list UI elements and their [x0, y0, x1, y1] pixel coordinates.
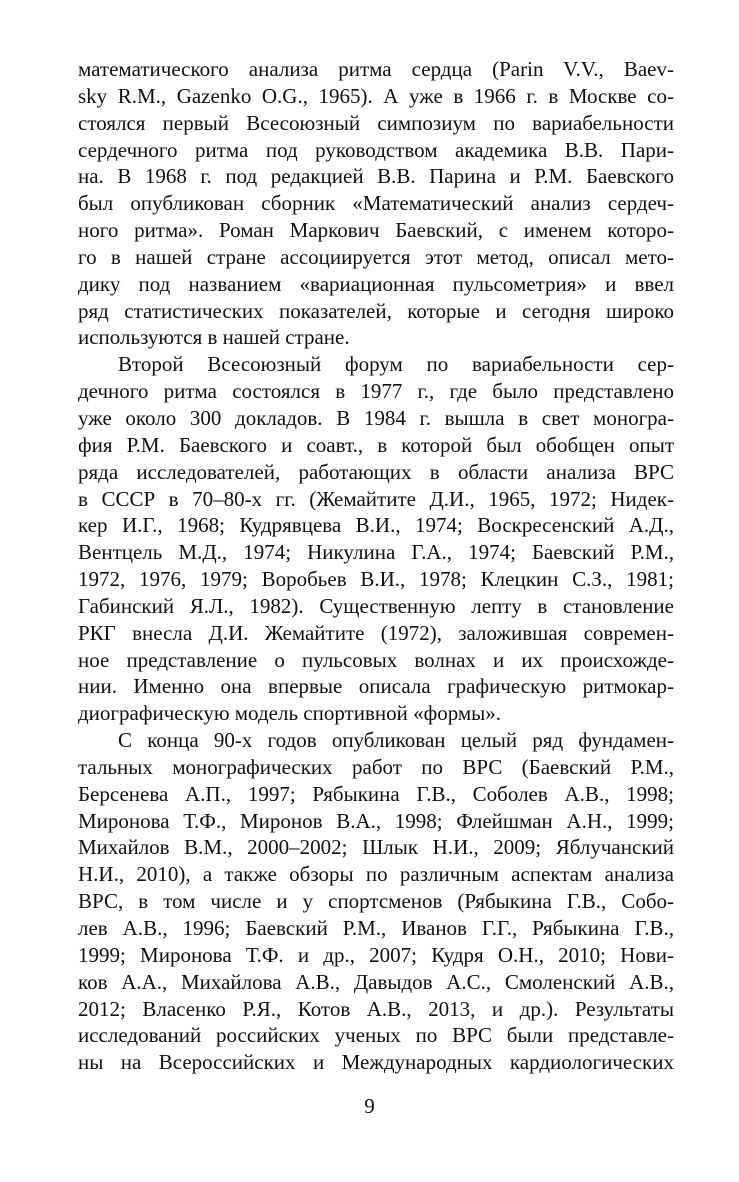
- text-line: ны на Всероссийских и Международных кардиологических: [78, 1050, 674, 1075]
- text-line: в СССР в 70–80-х гг. (Жемайтите Д.И., 1965, 1972; Нидек-: [78, 486, 674, 511]
- text-line: тальных монографических работ по ВРС (Баевский Р.М.,: [78, 754, 674, 779]
- text-line: ряда исследователей, работающих в области анализа ВРС: [78, 459, 674, 484]
- text-line: стоялся первый Всесоюзный симпозиум по вариабельности: [78, 110, 674, 135]
- paragraph-3: [78, 727, 674, 1076]
- paragraph-2: [78, 351, 674, 727]
- page-body: [78, 56, 674, 1076]
- text-line: был опубликован сборник «Математический анализ сердеч-: [78, 191, 674, 216]
- text-line: исследований российских ученых по ВРС были представле-: [78, 1023, 674, 1048]
- text-line: ков А.А., Михайлова А.В., Давыдов А.С., Смоленский А.В.,: [78, 969, 674, 994]
- text-line: Михайлов В.М., 2000–2002; Шлык Н.И., 2009; Яблучанский: [78, 835, 674, 860]
- text-line: сердечного ритма под руководством академика В.В. Пари-: [78, 137, 674, 162]
- text-line: используются в нашей стране.: [78, 325, 350, 350]
- text-line: ного ритма». Роман Маркович Баевский, с именем которо-: [78, 218, 674, 243]
- text-line: РКГ внесла Д.И. Жемайтите (1972), заложившая современ-: [78, 620, 674, 645]
- text-line: лев А.В., 1996; Баевский Р.М., Иванов Г.Г., Рябыкина Г.В.,: [78, 916, 674, 940]
- text-line: Габинский Я.Л., 1982). Существенную лепту в становление: [78, 593, 674, 618]
- text-line: Берсенева А.П., 1997; Рябыкина Г.В., Соболев А.В., 1998;: [78, 781, 674, 806]
- text-line: уже около 300 докладов. В 1984 г. вышла в свет моногра-: [78, 405, 674, 430]
- text-line: Второй Всесоюзный форум по вариабельности сер-: [118, 352, 674, 377]
- text-line: ВРС, в том числе и у спортсменов (Рябыкина Г.В., Собо-: [78, 889, 674, 914]
- text-line: дечного ритма состоялся в 1977 г., где было представлено: [78, 379, 674, 404]
- page-number: 9: [364, 1094, 375, 1118]
- text-line: ряд статистических показателей, которые и сегодня широко: [78, 298, 674, 323]
- text-line: фия Р.М. Баевского и соавт., в которой был обобщен опыт: [78, 432, 674, 457]
- text-line: Миронова Т.Ф., Миронов В.А., 1998; Флейшман А.Н., 1999;: [78, 808, 674, 833]
- text-line: sky R.M., Gazenko O.G., 1965). А уже в 1966 г. в Москве со-: [78, 83, 674, 108]
- text-line: математического анализа ритма сердца (Parin V.V., Baev-: [78, 57, 674, 81]
- text-line: ное представление о пульсовых волнах и их происхожде-: [78, 647, 674, 672]
- text-line: 1999; Миронова Т.Ф. и др., 2007; Кудря О.Н., 2010; Нови-: [78, 942, 674, 967]
- text-line: диографическую модель спортивной «формы».: [78, 701, 502, 726]
- text-line: на. В 1968 г. под редакцией В.В. Парина и Р.М. Баевского: [78, 164, 674, 189]
- text-line: Вентцель М.Д., 1974; Никулина Г.А., 1974; Баевский Р.М.,: [78, 540, 674, 565]
- text-line: нии. Именно она впервые описала графическую ритмокар-: [78, 674, 674, 699]
- text-line: Н.И., 2010), а также обзоры по различным аспектам анализа: [78, 862, 674, 887]
- text-line: 2012; Власенко Р.Я., Котов А.В., 2013, и др.). Результаты: [78, 996, 674, 1021]
- text-line: кер И.Г., 1968; Кудрявцева В.И., 1974; Воскресенский А.Д.,: [78, 513, 674, 538]
- text-line: С конца 90-х годов опубликован целый ряд фундамен-: [118, 728, 674, 753]
- text-line: дику под названием «вариационная пульсометрия» и ввел: [78, 271, 674, 296]
- paragraph-1: [78, 56, 674, 351]
- text-line: го в нашей стране ассоциируется этот метод, описал мето-: [78, 244, 674, 269]
- text-line: 1972, 1976, 1979; Воробьев В.И., 1978; Клецкин С.З., 1981;: [78, 567, 674, 592]
